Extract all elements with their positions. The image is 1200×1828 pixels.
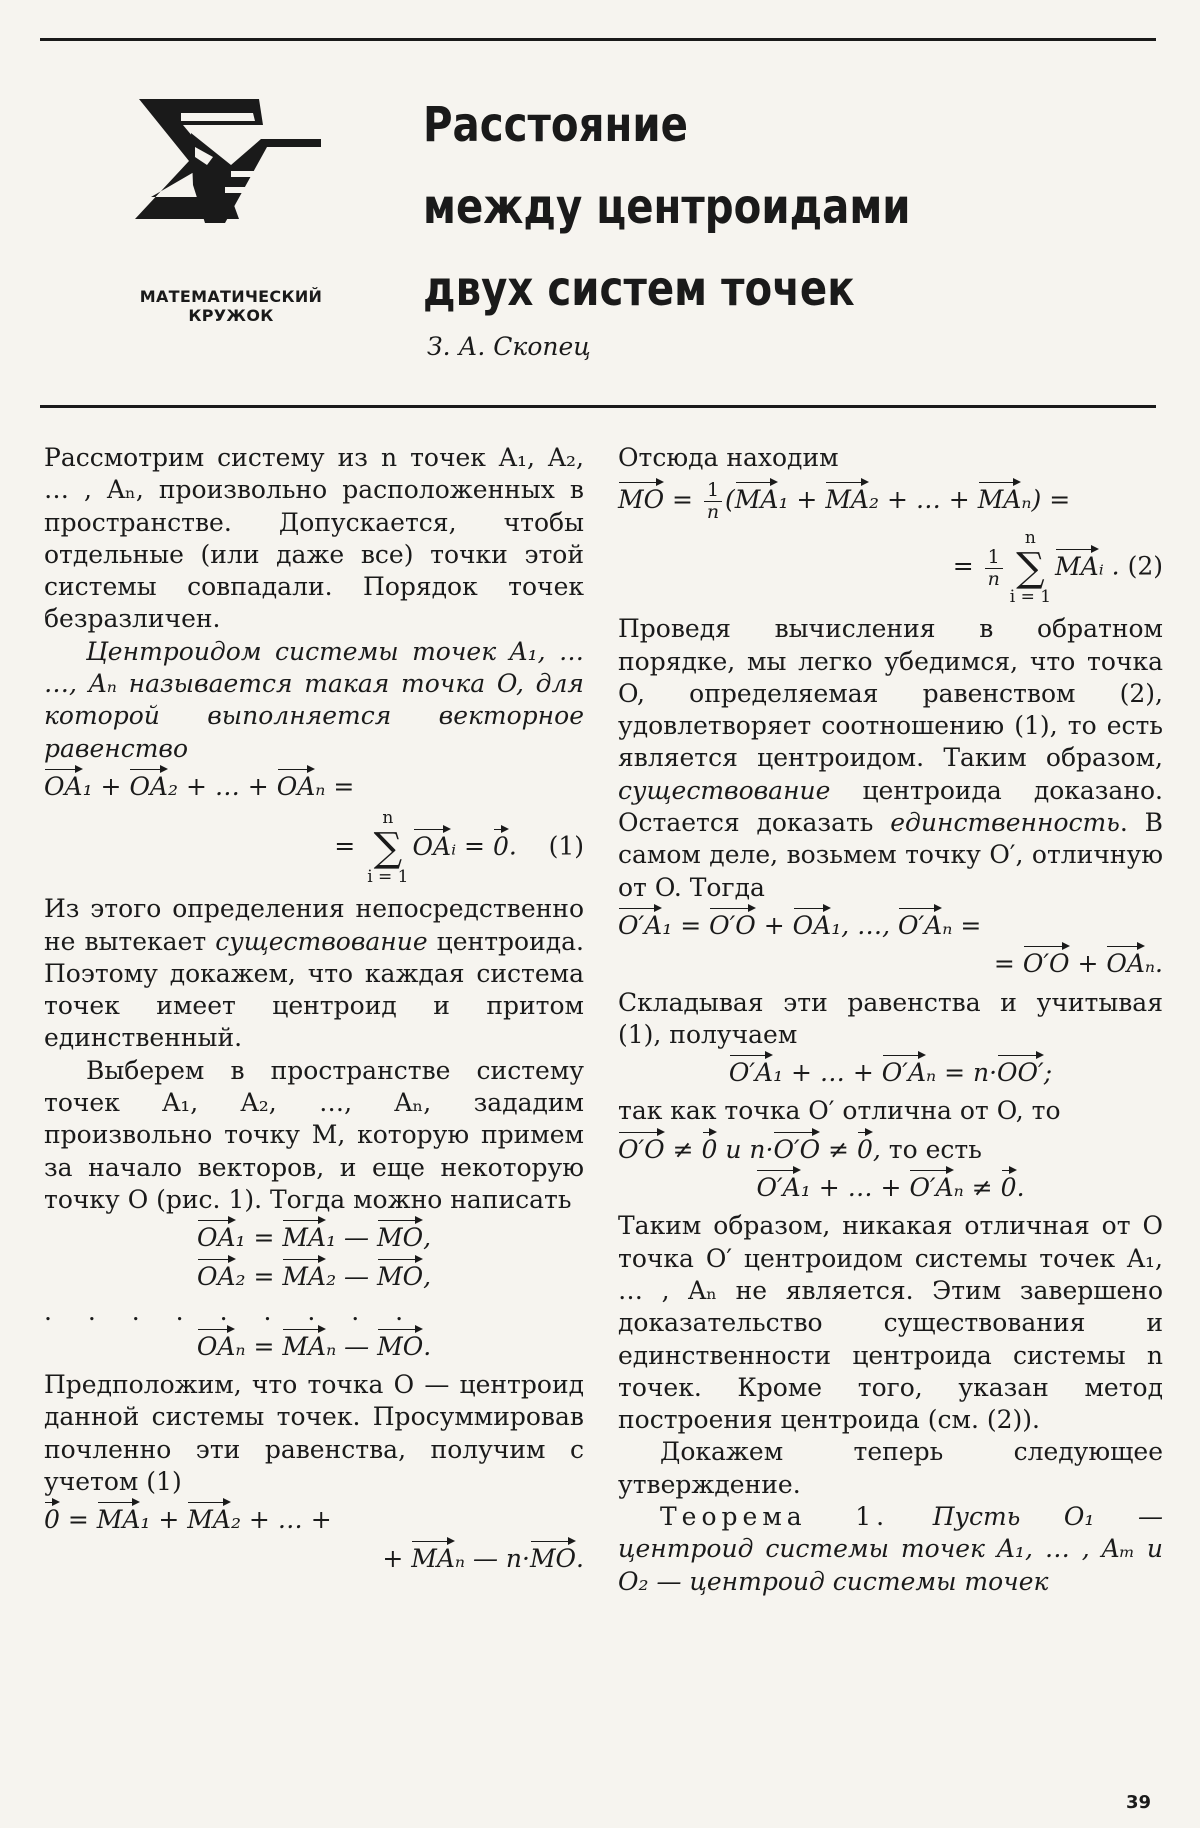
article-title: [423, 84, 911, 330]
math-circle-logo-icon: [135, 95, 335, 235]
title-line-1: Расстояние: [423, 97, 688, 153]
equation-1-line1: OA₁ + OA₂ + … + OAₙ =: [44, 771, 584, 803]
oprime-eq-line2: = O′O + OAₙ.: [618, 948, 1163, 980]
header-bottom-rule: [40, 405, 1156, 408]
paragraph: Из этого определения непосредственно не вытекает существование центроида. Поэтому докажем, что каждая система точек имеет центроид и притом единственный.: [44, 894, 584, 1053]
equation-2-line2: = $\frac{1}{n}$ n ∑ i = 1 MAᵢ . (2): [952, 528, 1163, 608]
paragraph: Складывая эти равенства и учитывая (1), получаем: [618, 987, 1163, 1049]
paragraph: Выберем в пространстве систему точек A₁, A₂, …, Aₙ, зададим произвольно точку M, которую примем за начало векторов, и еще некоторую точку O (рис. 1). Тогда можно написать: [44, 1055, 584, 1214]
equation-1-line2: = n ∑ i = 1 OAᵢ = 0. (1): [334, 808, 584, 888]
paragraph: Таким образом, никакая отличная от O точка O′ центроидом системы точек A₁, … , Aₙ не является. Этим завершено доказательство существования и единственности центроида системы n точек. Кроме того, указан метод построения центроида (см. (2)).: [618, 1211, 1163, 1435]
paragraph: Отсюда находим: [618, 443, 839, 472]
equation-1-label: (1): [548, 831, 584, 861]
vector-eq-2: OA₂ = MA₂ — MO,: [44, 1261, 584, 1293]
vector-eq-n: OAₙ = MAₙ — MO.: [44, 1331, 584, 1363]
paragraph: Проведя вычисления в обратном порядке, мы легко убедимся, что точка O, определяемая равенством (2), удовлетворяет соотношению (1), то есть является центроидом. Таким образом, существование центроида доказано. Остается доказать единственность. В самом деле, возьмем точку O′, отличную от O. Тогда: [618, 614, 1163, 902]
vector-eq-1: OA₁ = MA₁ — MO,: [44, 1222, 584, 1254]
paragraph: Рассмотрим систему из n точек A₁, A₂, … , Aₙ, произвольно расположенных в пространстве. Допускается, чтобы отдельные (или даже все) точки этой системы совпадали. Порядок точек безразличен.: [44, 443, 584, 634]
equation-2-label: (2): [1127, 551, 1163, 581]
oprime-eq-line1: O′A₁ = O′O + OA₁, …, O′Aₙ =: [618, 910, 1163, 942]
sum-eq-line1: 0 = MA₁ + MA₂ + … +: [44, 1504, 584, 1536]
sum-eq-line2: + MAₙ — n·MO.: [44, 1543, 584, 1575]
title-line-2: между центроидами: [423, 179, 911, 235]
logo-caption-line1: МАТЕМАТИЧЕСКИЙ: [139, 287, 323, 306]
top-rule: [40, 38, 1156, 41]
theorem-1: Теорема 1. Пусть O₁ — центроид системы точек A₁, … , Aₘ и O₂ — центроид системы точек: [618, 1502, 1163, 1596]
logo-caption-line2: КРУЖОК: [188, 306, 274, 325]
oprime-sum-eq: O′A₁ + … + O′Aₙ = n·OO′;: [618, 1057, 1163, 1089]
paragraph: так как точка O′ отлична от O, то: [618, 1096, 1061, 1126]
page-number: 39: [1126, 1792, 1152, 1813]
equation-2-line1: MO = $\frac{1}{n}$ (MA₁ + MA₂ + … + MAₙ) =: [618, 479, 1071, 524]
author: З. А. Скопец: [427, 332, 591, 361]
paragraph: Предположим, что точка O — центроид данной системы точек. Просуммировав почленно эти равенства, получим с учетом (1): [44, 1370, 584, 1497]
right-column: [618, 442, 1163, 1598]
paragraph: Докажем теперь следующее утверждение.: [618, 1437, 1163, 1499]
left-column: [44, 442, 584, 1581]
inequality-line1: O′O ≠ 0 и n·O′O ≠ 0, то есть: [618, 1134, 1163, 1166]
title-line-3: двух систем точек: [423, 261, 855, 317]
centroid-definition: Центроидом системы точек A₁, … …, Aₙ называется такая точка O, для которой выполняется векторное равенство: [44, 636, 584, 763]
inequality-line2: O′A₁ + … + O′Aₙ ≠ 0.: [618, 1172, 1163, 1204]
dots: . . . . . . . . .: [44, 1296, 418, 1326]
